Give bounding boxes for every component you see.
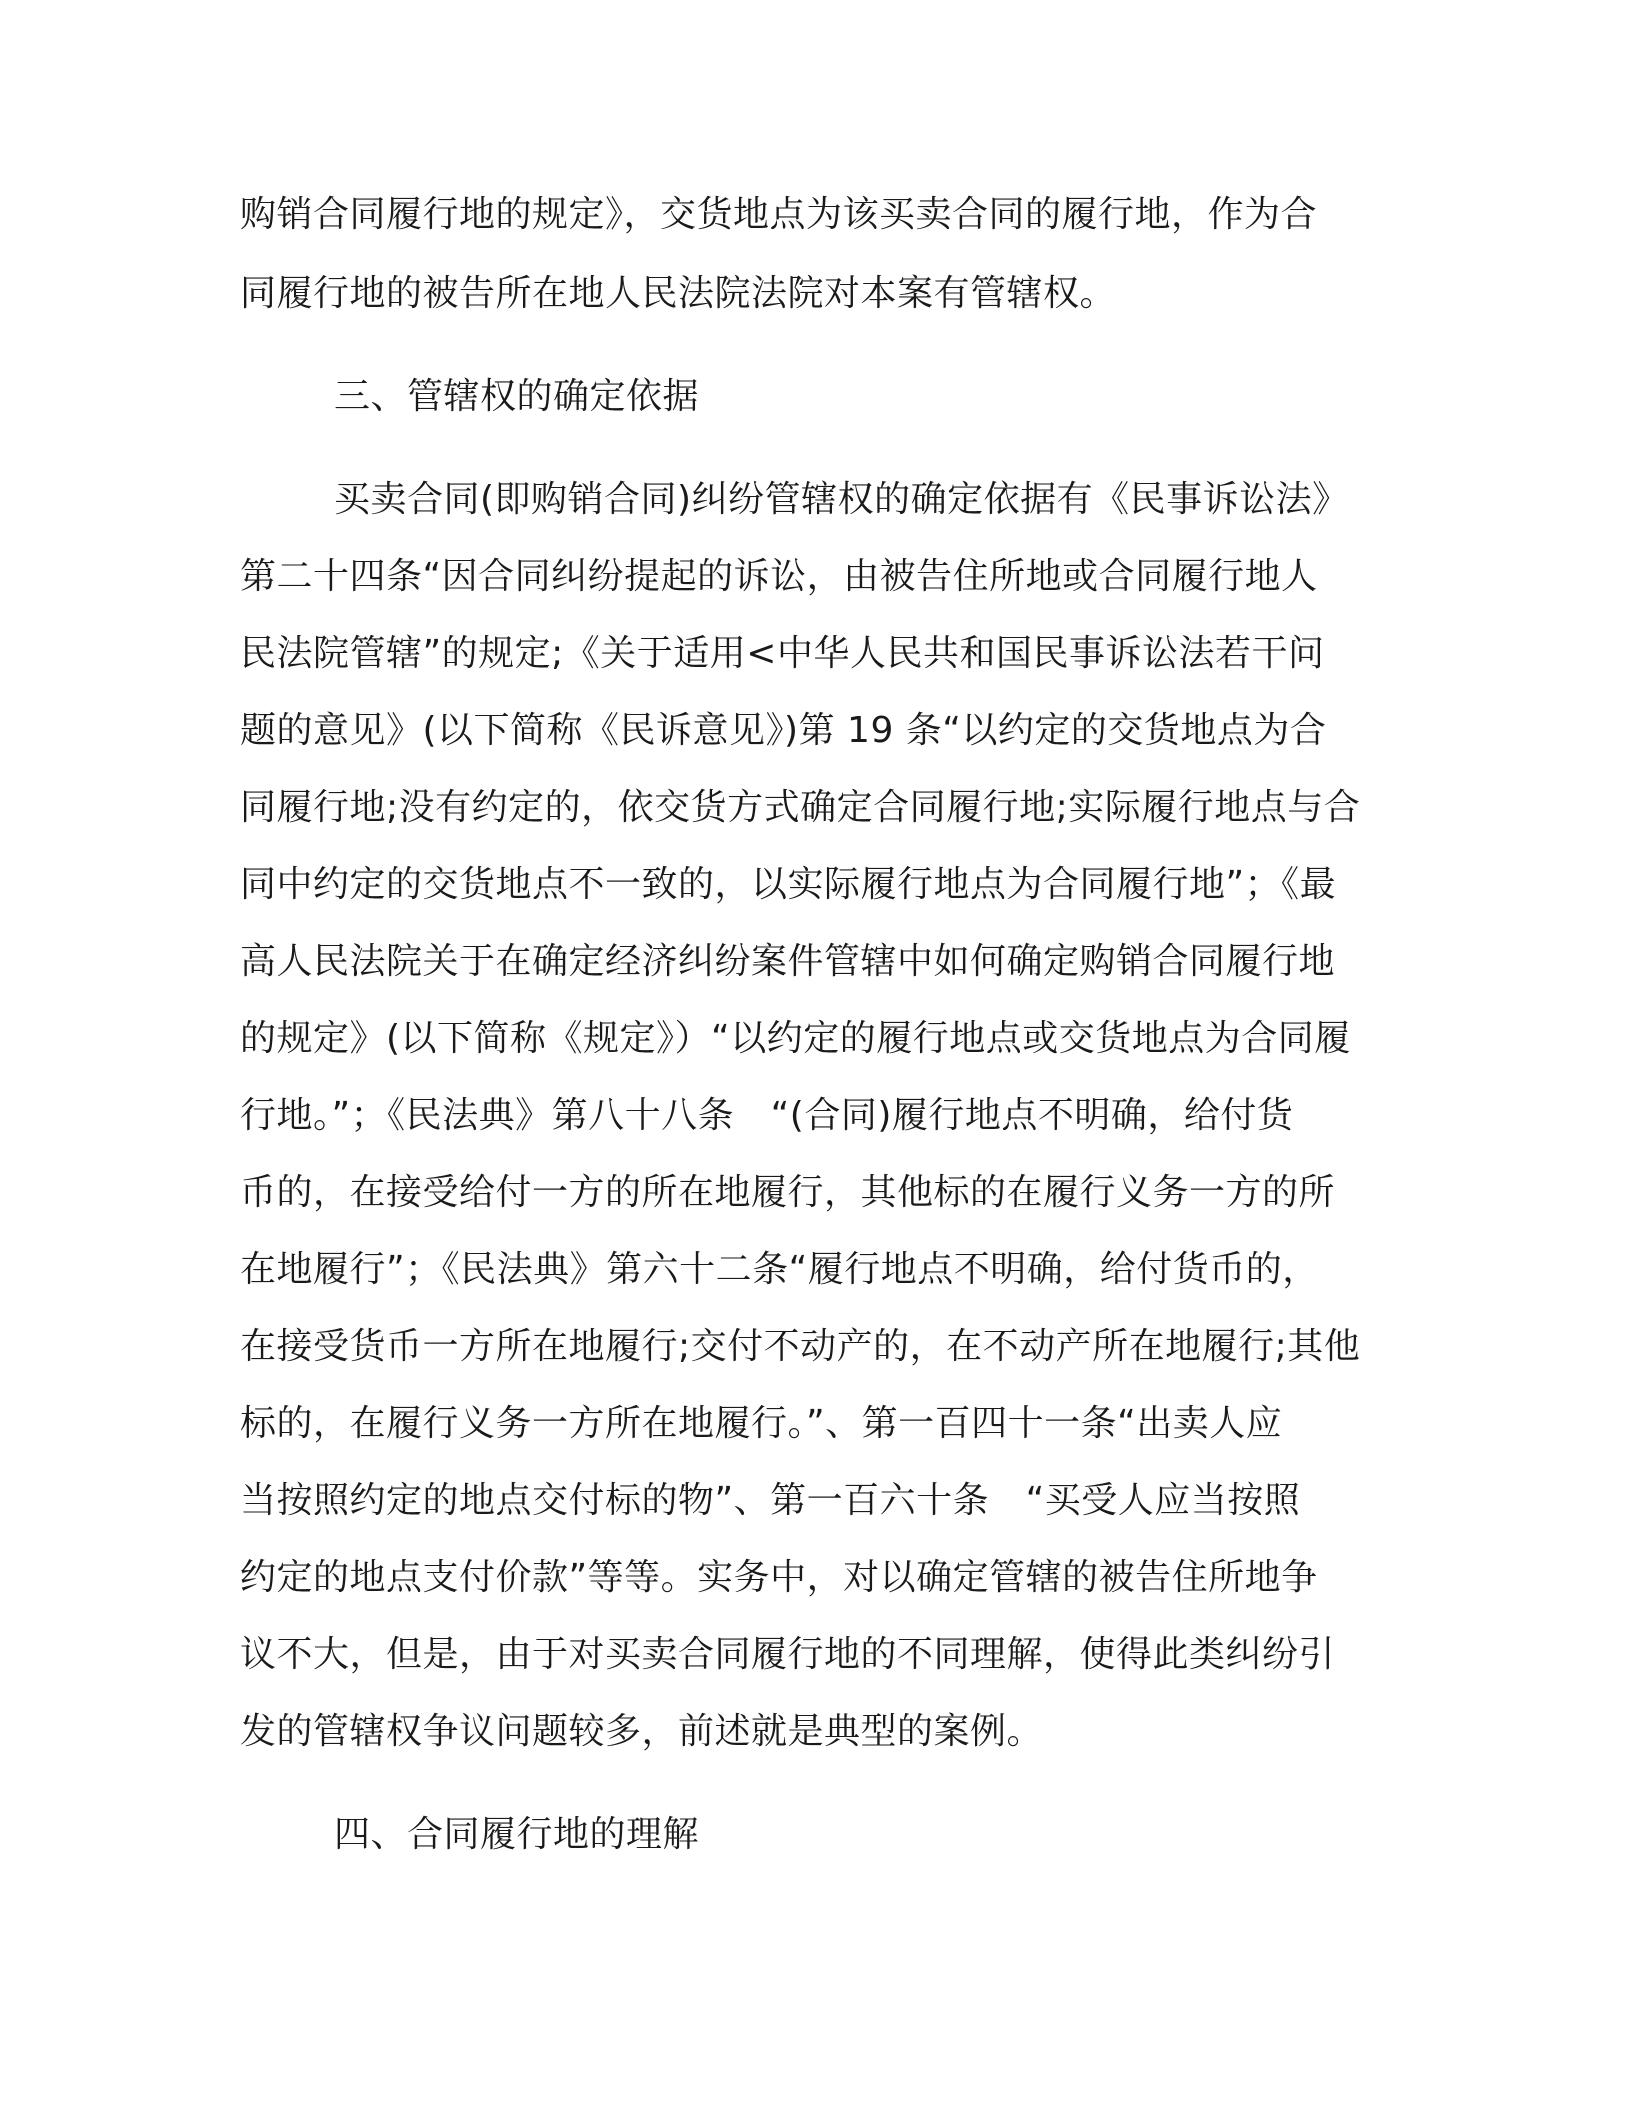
paragraph-2-line-4: 题的意见》(以下简称《民诉意见》)第 19 条“以约定的交货地点为合 — [240, 710, 1327, 751]
paragraph-2-line-11: 在地履行”；《民法典》第六十二条“履行地点不明确，给付货币的， — [240, 1249, 1319, 1290]
section-heading-4: 四、合同履行地的理解 — [334, 1814, 700, 1855]
paragraph-1-line-1: 购销合同履行地的规定》，交货地点为该买卖合同的履行地，作为合 — [240, 194, 1318, 235]
paragraph-2-line-14: 当按照约定的地点交付标的物”、第一百六十条 “买受人应当按照 — [240, 1480, 1301, 1521]
paragraph-2-line-8: 的规定》(以下简称《规定》）“以约定的履行地点或交货地点为合同履 — [240, 1018, 1351, 1059]
paragraph-2-line-3: 民法院管辖”的规定;《关于适用<中华人民共和国民事诉讼法若干问 — [240, 633, 1325, 674]
paragraph-2-line-15: 约定的地点支付价款”等等。实务中，对以确定管辖的被告住所地争 — [240, 1557, 1318, 1598]
paragraph-2-line-17: 发的管辖权争议问题较多，前述就是典型的案例。 — [240, 1711, 1044, 1752]
paragraph-2-line-13: 标的，在履行义务一方所在地履行。”、第一百四十一条“出卖人应 — [240, 1403, 1283, 1444]
paragraph-2-line-12: 在接受货币一方所在地履行;交付不动产的，在不动产所在地履行;其他 — [240, 1326, 1361, 1367]
paragraph-2-line-10: 币的，在接受给付一方的所在地履行，其他标的在履行义务一方的所 — [240, 1172, 1336, 1213]
paragraph-2-line-1: 买卖合同(即购销合同)纠纷管辖权的确定依据有《民事诉讼法》 — [334, 479, 1349, 520]
paragraph-2-line-16: 议不大，但是，由于对买卖合同履行地的不同理解，使得此类纠纷引 — [240, 1634, 1336, 1675]
paragraph-2-line-6: 同中约定的交货地点不一致的，以实际履行地点为合同履行地”；《最 — [240, 864, 1337, 905]
paragraph-2-line-7: 高人民法院关于在确定经济纠纷案件管辖中如何确定购销合同履行地 — [240, 941, 1336, 982]
paragraph-1-line-2: 同履行地的被告所在地人民法院法院对本案有管辖权。 — [240, 273, 1117, 314]
section-heading-3: 三、管辖权的确定依据 — [334, 376, 700, 417]
paragraph-2-line-2: 第二十四条“因合同纠纷提起的诉讼，由被告住所地或合同履行地人 — [240, 556, 1318, 597]
paragraph-2-line-5: 同履行地;没有约定的，依交货方式确定合同履行地;实际履行地点与合 — [240, 787, 1361, 828]
paragraph-2-line-9: 行地。”；《民法典》第八十八条 “(合同)履行地点不明确，给付货 — [240, 1095, 1294, 1136]
